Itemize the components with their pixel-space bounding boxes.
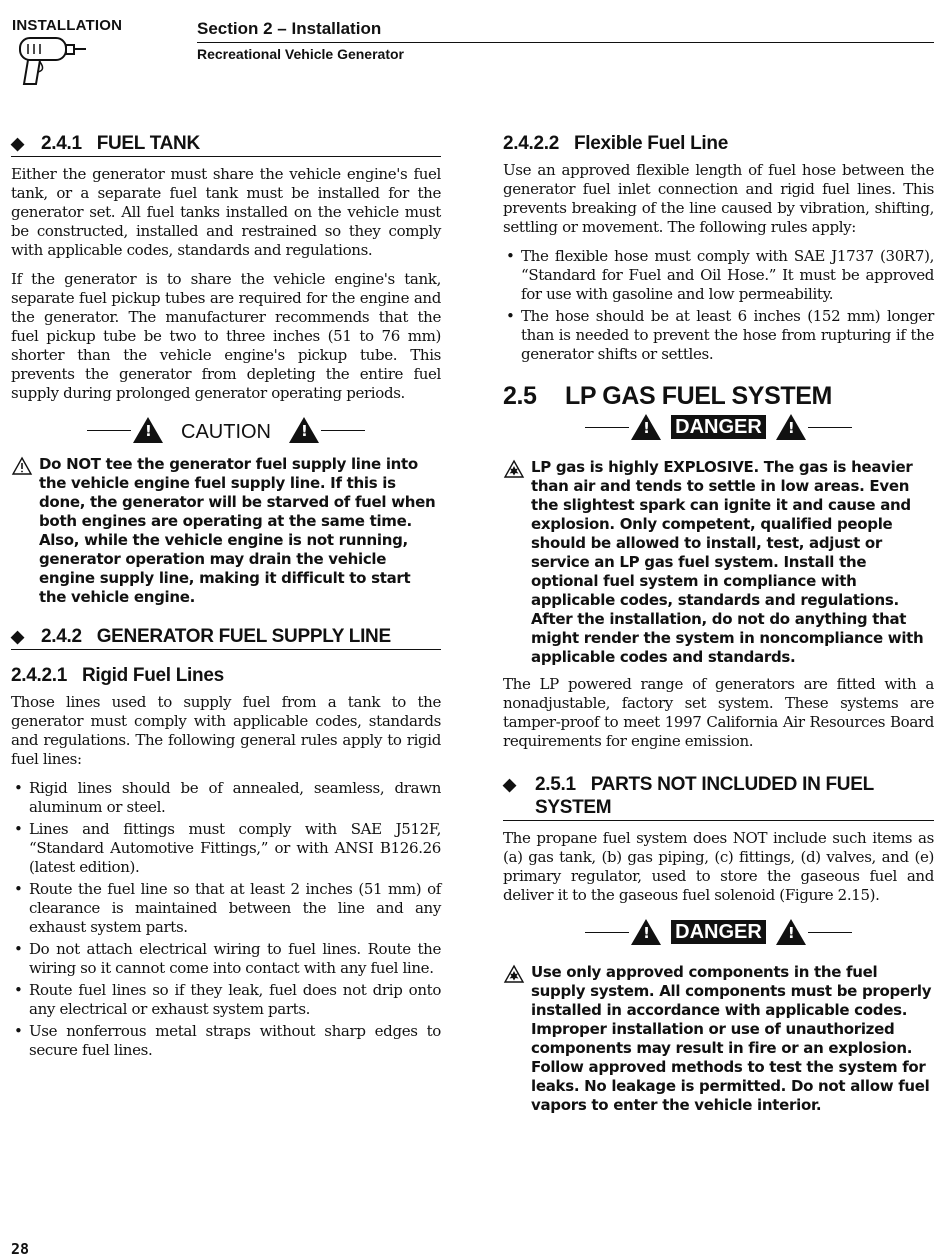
danger-label: DANGER <box>671 920 766 944</box>
lp-danger-block <box>503 458 934 667</box>
supply-line-heading-text: 2.4.2 GENERATOR FUEL SUPPLY LINE <box>41 626 391 647</box>
lp-paragraph: The LP powered range of generators are fitted with a nonadjustable, factory set system. These systems are tamper-proof to meet 1997 California Air Resources Board requirements for engine emission. <box>503 675 934 750</box>
caution-banner <box>11 413 441 447</box>
warning-triangle-icon: ! <box>776 414 806 440</box>
banner-rule <box>808 427 852 428</box>
page-number: 28 <box>11 1240 30 1258</box>
list-item: • The hose should be at least 6 inches (152 mm) longer than is needed to prevent the hose from rupturing if the generator shifts or settles. <box>503 307 934 364</box>
diamond-bullet-icon: ◆ <box>503 775 516 794</box>
lp-danger-text: LP gas is highly EXPLOSIVE. The gas is heavier than air and tends to settle in low areas. Even the slightest spark can ignite it and cause and explosion. Only competent, qualified people should be allowed to install, test, adjust or service an LP gas fuel system. Install the optional fuel system in compliance with applicable codes, standards and regulations. After the installation, do not do anything that might render the system in noncompliance with applicable codes and standards. <box>531 458 924 666</box>
banner-rule <box>321 430 365 431</box>
parts-danger-block <box>503 963 934 1115</box>
warning-triangle-icon: ! <box>631 919 661 945</box>
caution-block <box>11 455 441 607</box>
right-column <box>503 132 934 1123</box>
warning-triangle-icon: ! <box>776 919 806 945</box>
explosion-hazard-icon <box>503 964 525 984</box>
lp-gas-heading-text: LP GAS FUEL SYSTEM <box>565 382 832 410</box>
list-item: • Route the fuel line so that at least 2 inches (51 mm) of clearance is maintained between the line and any exhaust system parts. <box>11 880 441 937</box>
list-item: • Use nonferrous metal straps without sharp edges to secure fuel lines. <box>11 1022 441 1060</box>
warning-triangle-icon: ! <box>631 414 661 440</box>
lp-gas-heading <box>503 382 934 410</box>
section-subtitle: Recreational Vehicle Generator <box>197 46 404 62</box>
rigid-lines-list <box>11 779 441 1060</box>
parts-paragraph: The propane fuel system does NOT include such items as (a) gas tank, (b) gas piping, (c) fittings, (d) valves, and (e) primary regulator, used to store the gaseous fuel and deliver it to the gaseous fuel solenoid (Figure 2.15). <box>503 829 934 904</box>
flexible-line-heading: 2.4.2.2 Flexible Fuel Line <box>503 133 728 154</box>
list-item: • Route fuel lines so if they leak, fuel does not drip onto any electrical or exhaust system parts. <box>11 981 441 1019</box>
fuel-tank-paragraph-1: Either the generator must share the vehicle engine's fuel tank, or a separate fuel tank must be installed for the generator set. All fuel tanks installed on the vehicle must be constructed, installed and restrained so they comply with applicable codes, standards and regulations. <box>11 165 441 259</box>
danger-banner <box>503 410 934 444</box>
flexible-line-paragraph: Use an approved flexible length of fuel hose between the generator fuel inlet connection and rigid fuel lines. This prevents breaking of the line caused by vibration, shifting, settling or movement. The following rules apply: <box>503 161 934 236</box>
rigid-lines-paragraph: Those lines used to supply fuel from a tank to the generator must comply with applicable codes, standards and regulations. The following general rules apply to rigid fuel lines: <box>11 693 441 768</box>
section-title: Section 2 – Installation <box>197 19 382 38</box>
banner-rule <box>87 430 131 431</box>
caution-label: CAUTION <box>181 420 271 443</box>
fuel-tank-heading-text: 2.4.1 FUEL TANK <box>41 133 200 154</box>
list-item: • Lines and fittings must comply with SAE J512F, “Standard Automotive Fittings,” or with ANSI B126.26 (latest edition). <box>11 820 441 877</box>
left-column <box>11 132 441 1070</box>
list-item: • Do not attach electrical wiring to fuel lines. Route the wiring so it cannot come into contact with any fuel line. <box>11 940 441 978</box>
list-item: • The flexible hose must comply with SAE J1737 (30R7), “Standard for Fuel and Oil Hose.” It must be approved for use with gasoline and low permeability. <box>503 247 934 304</box>
parts-heading-text: 2.5.1 PARTS NOT INCLUDED IN FUEL SYSTEM <box>535 774 879 818</box>
installation-tag: INSTALLATION <box>12 17 123 34</box>
drill-icon <box>14 32 88 88</box>
explosion-hazard-icon <box>503 459 525 479</box>
warning-outline-icon <box>11 456 33 476</box>
rigid-lines-heading: 2.4.2.1 Rigid Fuel Lines <box>11 665 224 686</box>
warning-triangle-icon: ! <box>289 417 319 443</box>
list-item: • Rigid lines should be of annealed, seamless, drawn aluminum or steel. <box>11 779 441 817</box>
fuel-tank-paragraph-2: If the generator is to share the vehicle engine's tank, separate fuel pickup tubes are required for the engine and the generator. The manufacturer recommends that the fuel pickup tube be two to three inches (51 to 76 mm) shorter than the vehicle engine's pickup tube. This prevents the generator from depleting the entire fuel supply during prolonged generator operating periods. <box>11 270 441 402</box>
lp-gas-section-number: 2.5 <box>503 382 537 410</box>
parts-danger-text: Use only approved components in the fuel supply system. All components must be properly installed in accordance with applicable codes. Improper installation or use of unauthorized components may result in fire or an explosion. Follow approved methods to test the system for leaks. No leakage is permitted. Do not allow fuel vapors to enter the vehicle interior. <box>531 963 932 1114</box>
banner-rule <box>585 932 629 933</box>
header-rule <box>197 42 934 43</box>
supply-line-heading <box>11 625 441 650</box>
danger-banner <box>503 915 934 949</box>
danger-label: DANGER <box>671 415 766 439</box>
parts-heading <box>503 773 934 821</box>
banner-rule <box>808 932 852 933</box>
diamond-bullet-icon: ◆ <box>11 134 24 153</box>
flexible-line-list <box>503 247 934 364</box>
banner-rule <box>585 427 629 428</box>
warning-triangle-icon: ! <box>133 417 163 443</box>
caution-text: Do NOT tee the generator fuel supply line into the vehicle engine fuel supply line. If this is done, the generator will be starved of fuel when both engines are operating at the same time. Also, while the vehicle engine is not running, generator operation may drain the vehicle engine supply line, making it difficult to start the vehicle engine. <box>39 455 436 606</box>
fuel-tank-heading <box>11 132 441 157</box>
diamond-bullet-icon: ◆ <box>11 627 24 646</box>
